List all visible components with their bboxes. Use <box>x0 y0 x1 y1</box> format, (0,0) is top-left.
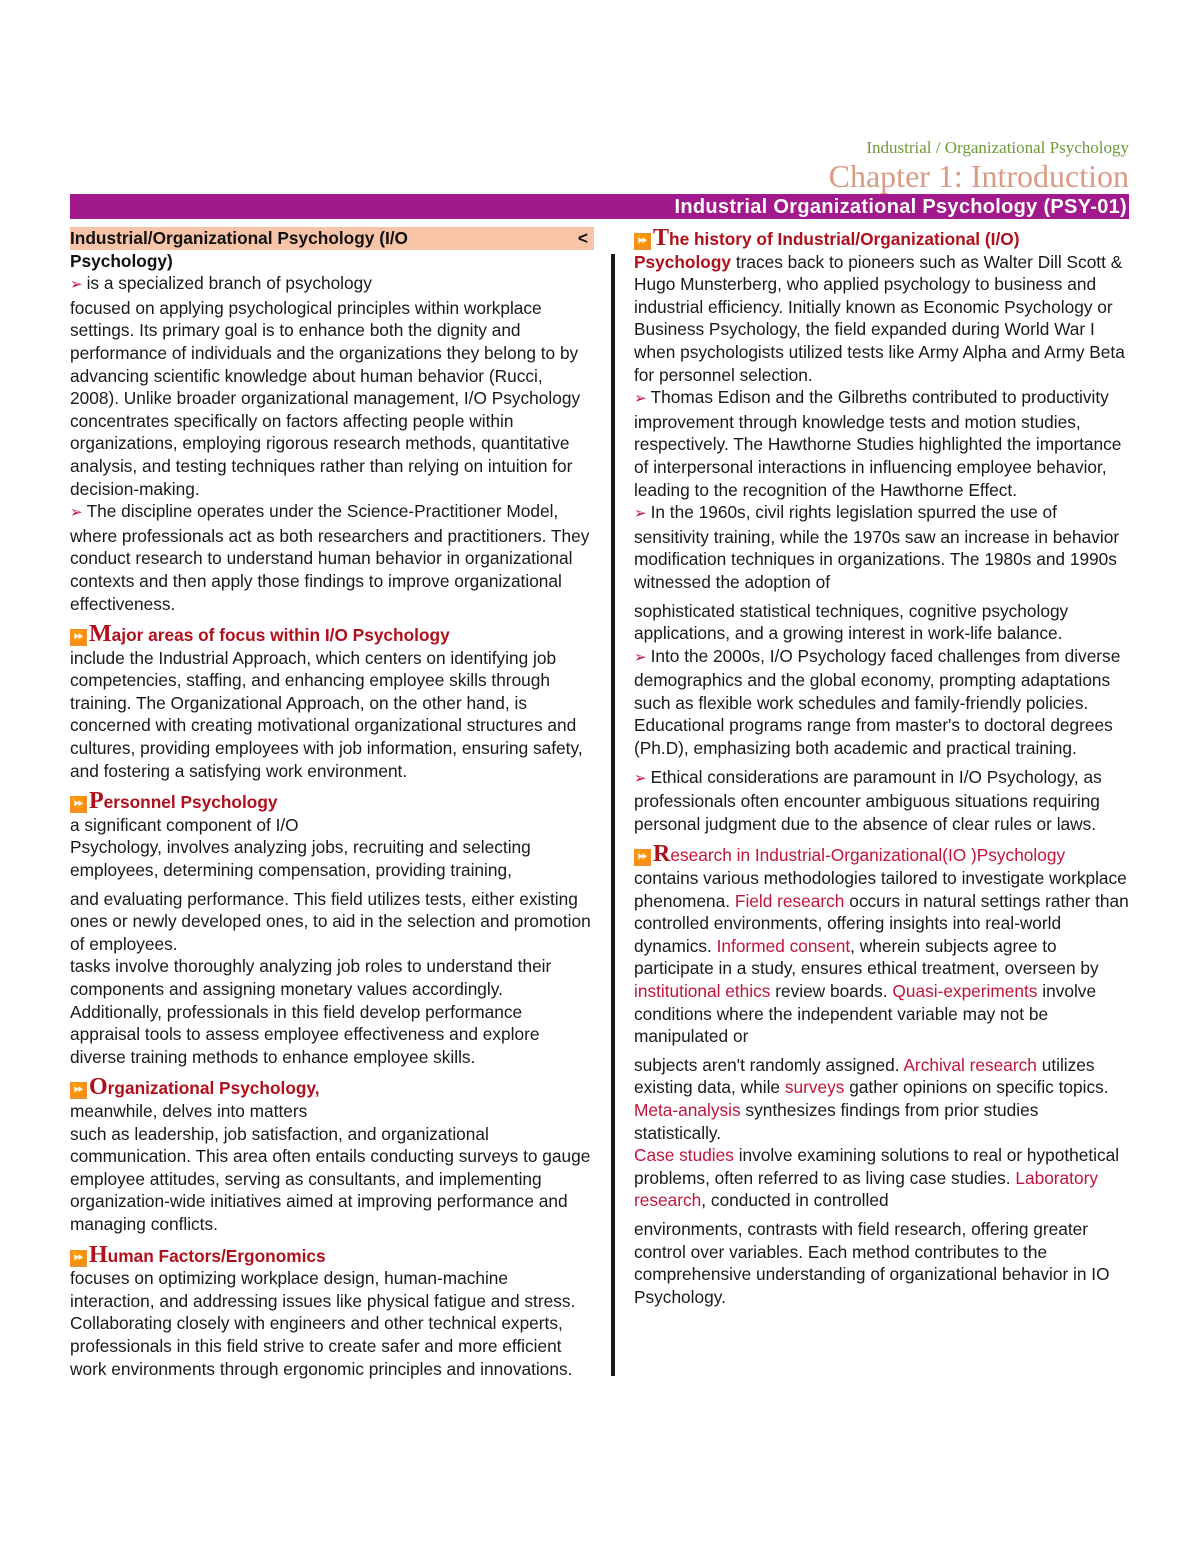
human-factors-heading-initial: H <box>89 1241 108 1268</box>
research-paragraph-1 <box>634 867 1130 1048</box>
history-text-2: sophisticated statistical techniques, cognitive psychology applications, and a growing interest in work-life balance. <box>634 600 1069 644</box>
organizational-text-1: meanwhile, delves into matters <box>70 1100 308 1121</box>
arrowhead-bullet-icon: ➢ <box>70 504 83 522</box>
research-keyword: Archival research <box>903 1054 1037 1075</box>
personnel-text-3: and evaluating performance. This field utilizes tests, either existing ones or newly developed ones, to aid in the selection and promotion of employees. <box>70 888 591 954</box>
major-text: include the Industrial Approach, which centers on identifying job competencies, staffing, and enhancing employee skills through training. The Organizational Approach, on the other hand, is concerned with creating motivational organizational structures and cultures, providing employees with job information, ensuring safety, and fostering a satisfying work environment. <box>70 647 583 781</box>
research-text: occurs in natural settings rather than controlled environments, offering insights into real-world dynamics. <box>634 890 1129 956</box>
research-keyword: Meta-analysis <box>634 1099 741 1120</box>
research-text: , conducted in controlled <box>701 1190 889 1211</box>
personnel-text-4: tasks involve thoroughly analyzing job roles to understand their components and assigning monetary values accordingly. Additionally, professionals in this field develop performance appraisal tools to assess employee effectiveness and explore diverse training methods to enhance employee skills. <box>70 956 552 1067</box>
research-heading-initial: R <box>653 841 671 868</box>
right-column <box>634 227 1130 1308</box>
major-heading-rest: ajor areas of focus within I/O Psychology <box>111 625 450 646</box>
chapter-title: Chapter 1: Introduction <box>828 158 1129 194</box>
history-bullet-4: Ethical considerations are paramount in I/O Psychology, as professionals often encounter ambiguous situations requiring personal judgment due to the absence of clear rules or laws. <box>634 766 1102 834</box>
research-keyword: Informed consent <box>716 935 851 956</box>
research-text: contains various methodologies tailored to investigate workplace phenomena. <box>634 868 1127 911</box>
organizational-heading-initial: O <box>89 1074 108 1101</box>
arrowhead-bullet-icon: ➢ <box>634 769 647 787</box>
research-text: synthesizes findings from prior studies statistically. <box>634 1099 1039 1143</box>
lead-title-mark: < <box>577 228 588 248</box>
personnel-text-2: Psychology, involves analyzing jobs, recruiting and selecting employees, determining compensation, providing training, <box>70 837 531 881</box>
research-text: involve conditions where the independent variable may not be manipulated or <box>634 981 1097 1047</box>
research-text: review boards. <box>775 981 888 1001</box>
lead-paragraph-2 <box>70 500 594 615</box>
fast-forward-icon: ⏩ <box>70 629 87 646</box>
fast-forward-icon: ⏩ <box>70 1250 87 1267</box>
major-heading <box>70 623 594 647</box>
history-heading-initial: T <box>653 225 670 251</box>
history-paragraph-5 <box>634 766 1130 836</box>
research-text: involve examining solutions to real or hypothetical problems, often referred to as living case studies. <box>634 1145 1120 1188</box>
organizational-text-2: such as leadership, job satisfaction, and organizational communication. This area often entails conducting surveys to gauge employee attitudes, serving as consultants, and implementing organization-wide initiatives aimed at improving performance and managing conflicts. <box>70 1123 591 1234</box>
personnel-heading <box>70 790 594 814</box>
fast-forward-icon: ⏩ <box>70 796 87 813</box>
fast-forward-icon: ⏩ <box>634 233 651 250</box>
research-keyword: Laboratory research <box>634 1167 1098 1211</box>
lead-title-line2: Psychology) <box>70 250 173 271</box>
arrowhead-bullet-icon: ➢ <box>634 390 647 408</box>
research-keyword: institutional ethics <box>634 981 771 1001</box>
column-divider <box>611 254 615 1376</box>
history-paragraph-3 <box>634 501 1130 593</box>
lead-paragraph-1 <box>70 272 594 297</box>
personnel-heading-rest: ersonnel Psychology <box>103 792 278 813</box>
research-keyword: Quasi-experiments <box>892 981 1038 1001</box>
arrowhead-bullet-icon: ➢ <box>70 276 83 294</box>
research-heading-rest: esearch in Industrial-Organizational(IO )Psychology <box>670 845 1066 866</box>
research-paragraph-2 <box>634 1054 1130 1144</box>
research-heading <box>634 843 1130 867</box>
history-paragraph-1 <box>634 251 1130 387</box>
arrowhead-bullet-icon: ➢ <box>634 505 647 523</box>
lead-text-1: focused on applying psychological principles within workplace settings. Its primary goal is to enhance both the dignity and performance of individuals and the organizations they belong to by advancing scientific knowledge about human behavior (Rucci, 2008). Unlike broader organizational management, I/O Psychology concentrates specifically on factors affecting people within organizations, employing rigorous research methods, quantitative analysis, and testing techniques rather than relying on intuition for decision-making. <box>70 297 581 499</box>
research-keyword: Field research <box>734 890 845 911</box>
history-bullet-1: Thomas Edison and the Gilbreths contributed to productivity improvement through knowledge tests and motion studies, respectively. The Hawthorne Studies highlighted the importance of interpersonal interactions in influencing employee behavior, leading to the recognition of the Hawthorne Effect. <box>634 387 1122 500</box>
history-lead: Psychology <box>634 251 731 272</box>
fast-forward-icon: ⏩ <box>634 849 651 866</box>
research-paragraph-3 <box>634 1144 1130 1212</box>
history-paragraph-4 <box>634 645 1130 760</box>
personnel-heading-initial: P <box>89 788 104 815</box>
lead-title-box <box>70 227 594 250</box>
research-text: utilizes existing data, while <box>634 1054 1095 1098</box>
history-text-1: traces back to pioneers such as Walter Dill Scott & Hugo Munsterberg, who applied psychology to business and industrial efficiency. Initially known as Economic Psychology or Business Psychology, the field expanded during World War I when psychologists utilized tests like Army Alpha and Army Beta for personnel selection. <box>634 251 1125 385</box>
human-factors-heading <box>70 1241 594 1268</box>
lead-bullet-1: is a specialized branch of psychology <box>86 273 372 294</box>
history-heading <box>634 227 1130 251</box>
research-keyword: Case studies <box>634 1145 734 1166</box>
lead-bullet-2: The discipline operates under the Science-Practitioner Model, where professionals act as both researchers and practitioners. They conduct research to understand human behavior in organizational contexts and then apply those findings to improve organizational effectiveness. <box>70 501 590 614</box>
history-heading-rest: he history of Industrial/Organizational (I/O) <box>669 229 1020 249</box>
history-bullet-2: In the 1960s, civil rights legislation spurred the use of sensitivity training, while the 1970s saw an increase in behavior modification techniques in organizations. The 1980s and 1990s witnessed the adoption of <box>634 502 1120 592</box>
research-text: gather opinions on specific topics. <box>849 1077 1109 1098</box>
arrowhead-bullet-icon: ➢ <box>634 648 647 666</box>
fast-forward-icon: ⏩ <box>70 1082 87 1099</box>
organizational-heading-rest: rganizational Psychology, <box>107 1078 320 1099</box>
personnel-text-1: a significant component of I/O <box>70 814 299 835</box>
course-title: Industrial Organizational Psychology (PSY-01) <box>674 196 1127 218</box>
history-paragraph-2 <box>634 386 1130 501</box>
left-column <box>70 227 594 1380</box>
human-factors-text: focuses on optimizing workplace design, human-machine interaction, and addressing issues like physical fatigue and stress. Collaborating closely with engineers and other technical experts, professionals in this field strive to create safer and more efficient work environments through ergonomic principles and innovations. <box>70 1268 576 1379</box>
organizational-heading <box>70 1076 594 1100</box>
lead-title-line1: Industrial/Organizational Psychology (I/O <box>70 228 408 248</box>
research-paragraph-4: environments, contrasts with field research, offering greater control over variables. Each method contributes to the comprehensive understanding of organizational behavior in IO Psychology. <box>634 1218 1110 1307</box>
major-heading-initial: M <box>89 621 112 648</box>
human-factors-heading-rest: uman Factors/Ergonomics <box>107 1245 326 1266</box>
subject-header: Industrial / Organizational Psychology <box>866 138 1129 157</box>
research-text: , wherein subjects agree to participate in a study, ensures ethical treatment, overseen by <box>634 935 1099 979</box>
research-keyword: surveys <box>784 1077 845 1098</box>
research-text: subjects aren't randomly assigned. <box>634 1054 900 1075</box>
history-bullet-3: Into the 2000s, I/O Psychology faced challenges from diverse demographics and the global economy, prompting adaptations such as flexible work schedules and family-friendly policies. Educational programs range from master's to doctoral degrees (Ph.D), emphasizing both academic and practical training. <box>634 645 1121 759</box>
